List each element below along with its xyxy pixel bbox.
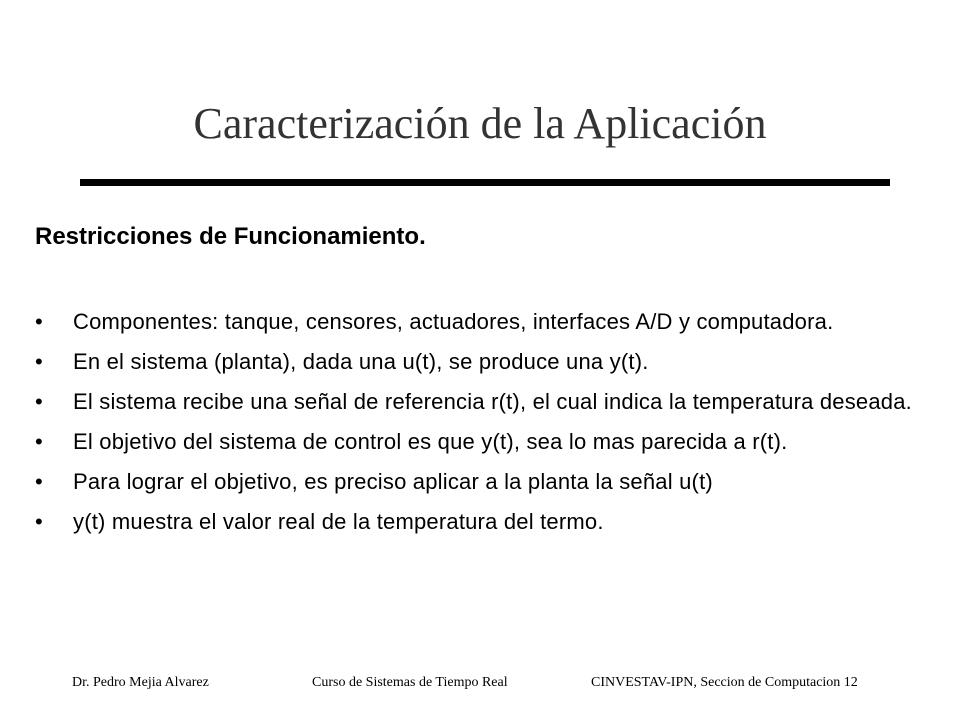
bullet-text: Para lograr el objetivo, es preciso aplicar a la planta la señal u(t) [73, 469, 713, 494]
bullet-text: y(t) muestra el valor real de la temperatura del termo. [73, 509, 604, 534]
bullet-item-components [35, 306, 935, 338]
bullet-dot: • [35, 349, 43, 374]
footer-course: Curso de Sistemas de Tiempo Real [312, 675, 508, 690]
bullet-dot: • [35, 429, 43, 454]
bullet-dot: • [35, 389, 43, 414]
title-underline [80, 179, 890, 186]
bullet-list [35, 306, 935, 546]
bullet-item-plant [35, 346, 935, 378]
bullet-dot: • [35, 509, 43, 534]
bullet-dot: • [35, 469, 43, 494]
bullet-text: En el sistema (planta), dada una u(t), se produce una y(t). [73, 349, 649, 374]
footer-author: Dr. Pedro Mejia Alvarez [72, 675, 209, 690]
bullet-dot: • [35, 309, 43, 334]
bullet-text: Componentes: tanque, censores, actuadores, interfaces A/D y computadora. [73, 309, 834, 334]
bullet-text: El objetivo del sistema de control es que y(t), sea lo mas parecida a r(t). [73, 429, 788, 454]
bullet-item-control-signal [35, 466, 935, 498]
bullet-item-output [35, 506, 935, 538]
footer-institution-page: CINVESTAV-IPN, Seccion de Computacion 12 [591, 675, 858, 690]
slide-title: Caracterización de la Aplicación [193, 99, 767, 148]
bullet-item-objective [35, 426, 935, 458]
bullet-text: El sistema recibe una señal de referencia r(t), el cual indica la temperatura deseada. [73, 389, 912, 414]
section-heading: Restricciones de Funcionamiento. [35, 223, 426, 250]
bullet-item-reference [35, 386, 935, 418]
